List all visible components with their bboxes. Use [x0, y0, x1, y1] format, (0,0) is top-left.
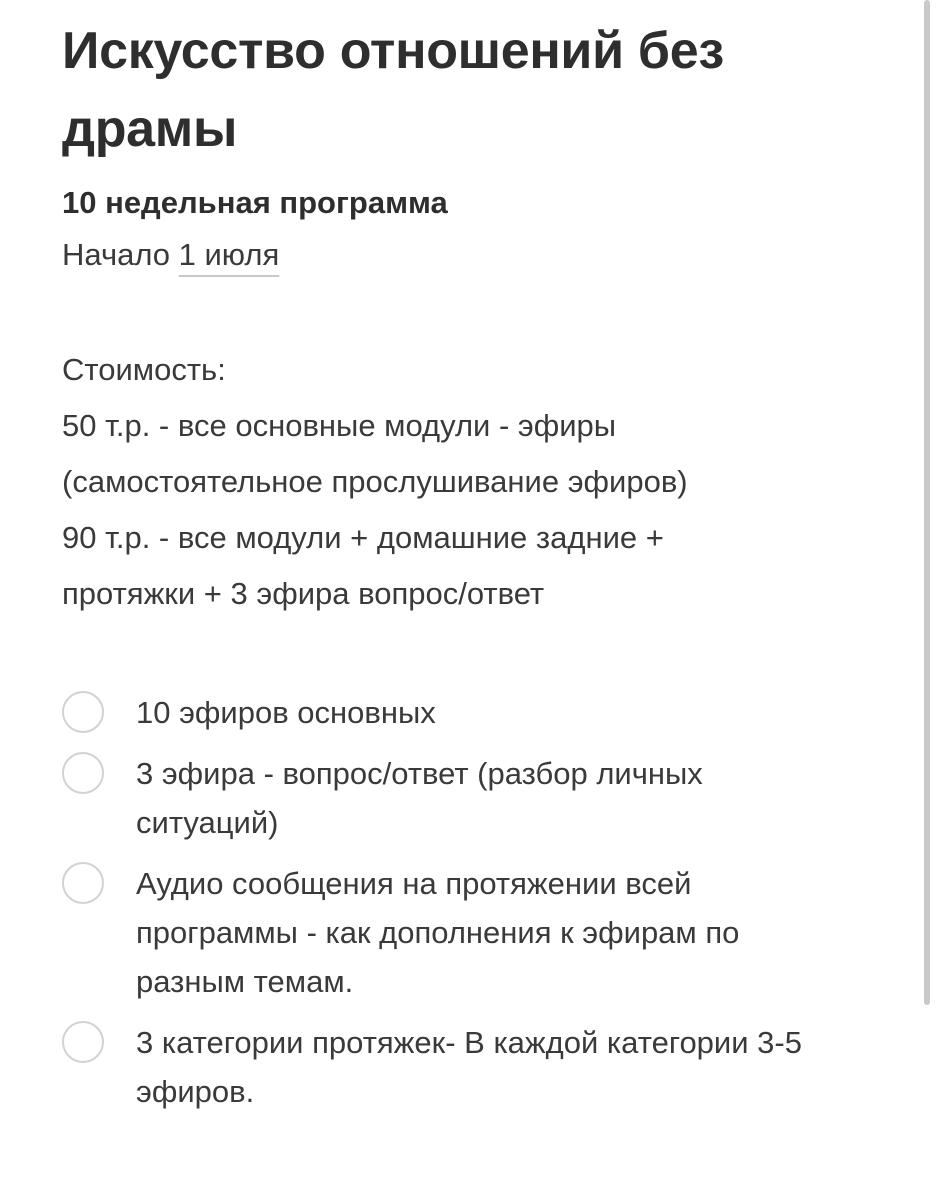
- checklist-item: [62, 1018, 902, 1116]
- start-date-link[interactable]: 1 июля: [178, 237, 280, 272]
- checklist-item-label: 3 эфира - вопрос/ответ (разбор личных ситуаций): [136, 756, 703, 840]
- feature-checklist: [62, 688, 902, 1116]
- pricing-heading: Стоимость:: [62, 352, 226, 387]
- checkbox-circle-icon[interactable]: [62, 752, 104, 794]
- checklist-item-label: 3 категории протяжек- В каждой категории 3-5 эфиров.: [136, 1025, 802, 1109]
- pricing-line: (самостоятельное прослушивание эфиров): [62, 464, 688, 499]
- checkbox-circle-icon[interactable]: [62, 862, 104, 904]
- pricing-line: протяжки + 3 эфира вопрос/ответ: [62, 576, 545, 611]
- checklist-item: [62, 859, 902, 1006]
- pricing-line: 90 т.р. - все модули + домашние задние +: [62, 520, 664, 555]
- start-line: [62, 230, 902, 280]
- checkbox-circle-icon[interactable]: [62, 1021, 104, 1063]
- pricing-section: [62, 342, 902, 622]
- program-duration: 10 недельная программа: [62, 185, 448, 220]
- page-title: Искусство отношений без драмы: [62, 22, 724, 158]
- vertical-scrollbar[interactable]: [924, 0, 930, 1005]
- checklist-item-label: Аудио сообщения на протяжении всей программы - как дополнения к эфирам по разным темам.: [136, 866, 740, 999]
- checklist-item: [62, 688, 902, 737]
- checkbox-circle-icon[interactable]: [62, 691, 104, 733]
- pricing-line: 50 т.р. - все основные модули - эфиры: [62, 408, 617, 443]
- start-prefix: Начало: [62, 237, 171, 272]
- document-body: [62, 12, 902, 1128]
- checklist-item: [62, 749, 902, 847]
- checklist-item-label: 10 эфиров основных: [136, 695, 436, 730]
